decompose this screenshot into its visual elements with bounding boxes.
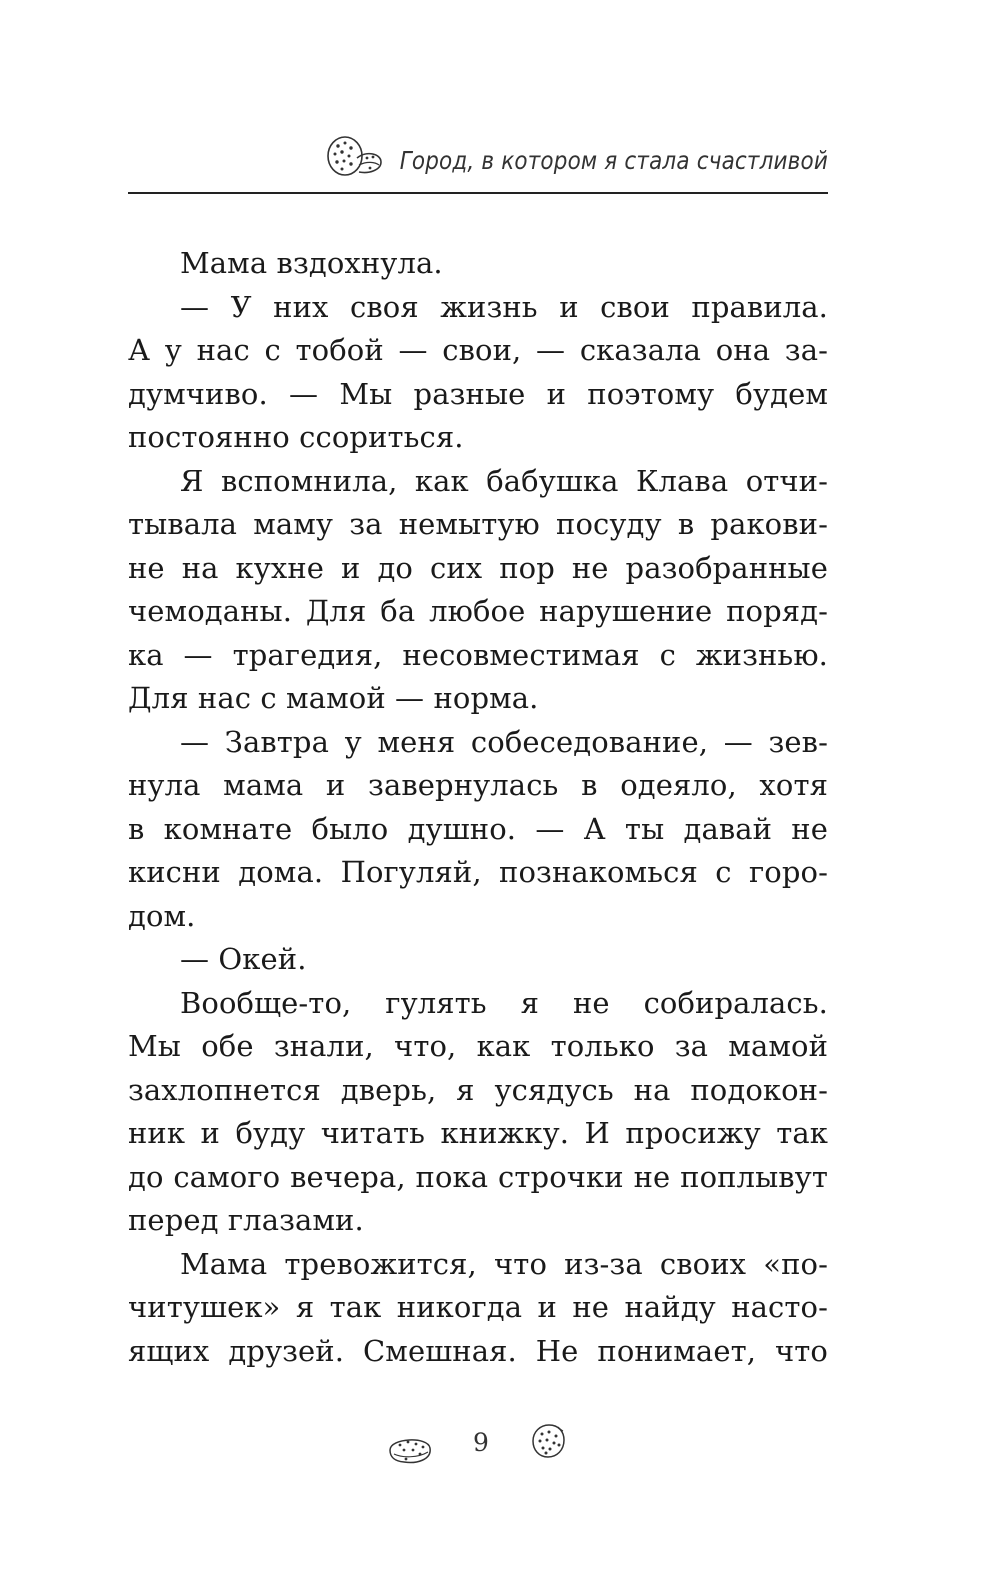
text-line: нула мама и завернулась в одеяло, хотя [128,768,828,802]
text-line: читушек» я так никогда и не найду насто- [128,1290,828,1324]
text-line: Вообще-то, гулять я не собиралась. [180,985,828,1020]
text-line: до самого вечера, пока строчки не поплывут [128,1159,828,1194]
text-line: в комнате было душно. — А ты давай не [128,811,828,846]
text-line: — У них своя жизнь и свои правила. [180,289,828,324]
text-line: Для нас с мамой — норма. [128,681,539,715]
text-line: кисни дома. Погуляй, познакомься с горо- [128,855,828,889]
running-header [128,128,828,194]
text-line: захлопнется дверь, я усядусь на подокон- [128,1072,828,1107]
cookie-icon [530,1422,568,1460]
text-line: Мы обе знали, что, как только за мамой [128,1029,828,1063]
text-line: А у нас с тобой — свои, — сказала она за- [128,333,828,367]
text-line: Мама вздохнула. [180,246,443,280]
page-footer [0,1420,1000,1470]
cookie-icon [386,1430,434,1468]
text-line: перед глазами. [128,1203,364,1237]
text-line: Мама тревожится, что из-за своих «по- [180,1246,828,1281]
page-number: 9 [473,1428,489,1457]
text-line: ящих друзей. Смешная. Не понимает, что [128,1333,828,1368]
text-line: ка — трагедия, несовместимая с жизнью. [128,637,828,672]
text-line: дом. [128,898,196,933]
text-line: чемоданы. Для ба любое нарушение поряд- [128,594,828,628]
text-line: думчиво. — Мы разные и поэтому будем [128,376,828,411]
body-text [128,242,828,1373]
text-line: постоянно ссориться. [128,420,464,454]
text-line: — Завтра у меня собеседование, — зев- [180,724,828,759]
cookies-icon [323,134,385,180]
text-line: Я вспомнила, как бабушка Клава отчи- [180,463,828,498]
running-title: Город, в котором я стала счастливой [399,146,828,175]
text-line: тывала маму за немытую посуду в ракови- [128,507,828,541]
text-line: ник и буду читать книжку. И просижу так [128,1116,828,1150]
text-line: не на кухне и до сих пор не разобранные [128,550,828,585]
text-line: — Окей. [180,942,307,976]
